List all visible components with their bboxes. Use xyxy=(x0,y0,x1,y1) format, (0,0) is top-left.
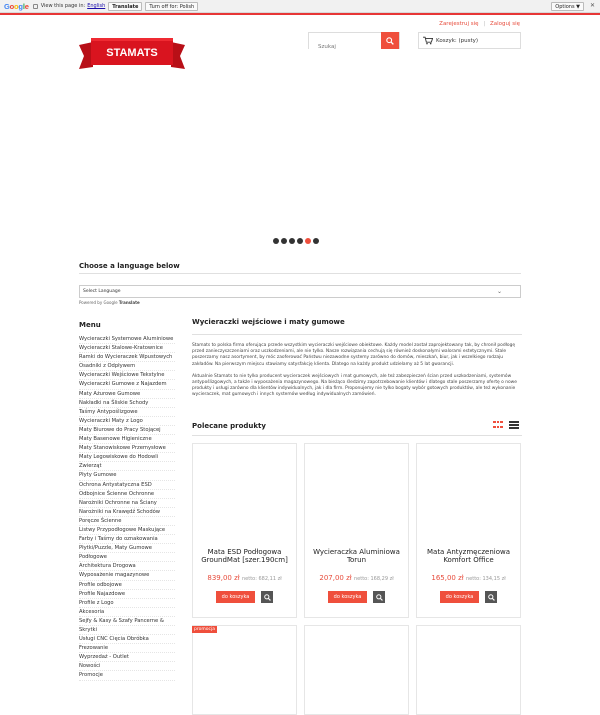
menu-item[interactable]: Akcesoria xyxy=(79,608,175,617)
menu-item[interactable]: Profile Najazdowe xyxy=(79,590,175,599)
menu-item[interactable]: Maty Biurowe do Pracy Stojącej xyxy=(79,426,175,435)
menu-item[interactable]: Nakładki na Śliskie Schody xyxy=(79,399,175,408)
logo-text: STAMATS xyxy=(106,47,158,59)
search-input[interactable] xyxy=(309,40,381,55)
zoom-button[interactable] xyxy=(485,591,497,603)
google-logo: Google xyxy=(4,1,29,11)
language-link[interactable]: English xyxy=(87,3,106,9)
menu-item[interactable]: Listwy Przypodłogowe Maskujące xyxy=(79,526,175,535)
menu-item[interactable]: Ramki do Wycieraczek Wpustowych xyxy=(79,353,175,362)
add-to-cart-button[interactable]: do koszyka xyxy=(328,591,368,603)
divider xyxy=(79,273,521,274)
menu-item[interactable]: Profile z Logo xyxy=(79,599,175,608)
magnifier-icon xyxy=(264,594,271,601)
menu-item[interactable]: Wycieraczki Stalowe-Kratownice xyxy=(79,344,175,353)
menu-title: Menu xyxy=(79,321,101,329)
product-price: 207,00 zł netto: 168,29 zł xyxy=(319,574,394,582)
menu-item[interactable]: Maty Ażurowe Gumowe xyxy=(79,390,175,399)
menu-item[interactable]: Promocje xyxy=(79,671,175,680)
menu-item[interactable]: Osadniki z Odpływem xyxy=(79,362,175,371)
product-price: 165,00 zł netto: 134,15 zł xyxy=(431,574,506,582)
menu-item[interactable]: Nowości xyxy=(79,662,175,671)
product-name[interactable]: Wycieraczka Aluminiowa Torun xyxy=(313,548,400,564)
add-to-cart-button[interactable]: do koszyka xyxy=(216,591,256,603)
magnifier-icon xyxy=(376,594,383,601)
menu-item[interactable]: Wyprzedaż - Outlet xyxy=(79,653,175,662)
page-icon xyxy=(33,4,38,9)
page-title: Wycieraczki wejściowe i maty gumowe xyxy=(192,318,345,326)
menu-item[interactable]: Frezowanie xyxy=(79,644,175,653)
slider-dot[interactable] xyxy=(273,238,279,244)
menu-item[interactable]: Sejfy & Kasy & Szafy Pancerne & xyxy=(79,617,175,626)
language-widget-title: Choose a language below xyxy=(79,262,180,270)
menu-item[interactable]: Zwierząt xyxy=(79,462,175,471)
slider-dot[interactable] xyxy=(281,238,287,244)
slider-dot[interactable] xyxy=(313,238,319,244)
product-name[interactable]: Mata ESD Podłogowa GroundMat [szer.190cm] xyxy=(201,548,288,564)
slider-dot[interactable] xyxy=(297,238,303,244)
language-select-label: Select Language xyxy=(83,289,121,294)
google-translate-bar xyxy=(0,0,600,13)
menu-item[interactable]: Płytki/Puzzle, Maty Gumowe xyxy=(79,544,175,553)
search-icon xyxy=(386,37,394,45)
link-separator: | xyxy=(483,21,486,27)
menu-item[interactable]: Farby i Taśmy do oznakowania xyxy=(79,535,175,544)
product-card[interactable] xyxy=(192,625,297,715)
menu-item[interactable]: Wycieraczki Wejściowe Tekstylne xyxy=(79,371,175,380)
product-card[interactable] xyxy=(416,443,521,618)
search-box xyxy=(308,32,400,49)
close-icon[interactable]: ✕ xyxy=(589,2,595,9)
account-links xyxy=(436,21,520,27)
menu-item[interactable]: Wyposażenie magazynowe xyxy=(79,571,175,580)
cart-icon xyxy=(423,36,433,45)
turn-off-button[interactable]: Turn off for: Polish xyxy=(145,2,198,11)
menu-item[interactable]: Podłogowe xyxy=(79,553,175,562)
menu-item[interactable]: Odbojnice Ścienne Ochronne xyxy=(79,490,175,499)
menu-item[interactable]: Profile odbojowe xyxy=(79,581,175,590)
slider-dots xyxy=(273,238,321,244)
add-to-cart-button[interactable]: do koszyka xyxy=(440,591,480,603)
menu-item[interactable]: Usługi CNC Cięcia Obróbka xyxy=(79,635,175,644)
menu-item[interactable]: Maty Basenowe Higieniczne xyxy=(79,435,175,444)
slider-dot-active[interactable] xyxy=(305,238,311,244)
list-view-icon[interactable] xyxy=(509,421,519,430)
product-price: 839,00 zł netto: 682,11 zł xyxy=(207,574,282,582)
menu-item[interactable]: Płyty Gumowe xyxy=(79,471,175,480)
grid-view-icon[interactable] xyxy=(493,421,503,430)
product-card[interactable] xyxy=(304,625,409,715)
chevron-down-icon: ⌄ xyxy=(496,288,502,295)
powered-by-google: Powered by Google Translate xyxy=(79,300,140,305)
intro-paragraph-1: Stamats to polska firma oferująca przede wszystkim wycieraczki wejściowe obiektowe. Każdy model został zaprojektowany tak, by chronił podłogę przed zanieczyszczeniami oraz uszkodzeniami, ale nie tylko. Nasze rozwiązania cechują się również doskonałymi walorami estetycznymi. Stale poszerzamy nasz asortyment, by móc zaoferować Państwu niezawodne systemy zarówno do domów, mieszkań, biur, jak i wszelkiego rodzaju zakładów. Na pierwszym miejscu stawiamy satysfakcję klienta. Dlatego na każdy produkt udzielamy aż 5 lat gwarancji. xyxy=(192,343,516,367)
view-page-text: View this page in: xyxy=(40,3,86,9)
menu-item[interactable]: Narożniki Ochronne na Ściany xyxy=(79,499,175,508)
product-card[interactable] xyxy=(416,625,521,715)
register-link[interactable]: Zarejestruj się xyxy=(439,21,479,27)
menu-item[interactable]: Narożniki na Krawędź Schodów xyxy=(79,508,175,517)
product-card[interactable] xyxy=(304,443,409,618)
divider xyxy=(192,435,522,436)
top-accent-line xyxy=(0,13,600,15)
divider xyxy=(192,334,522,335)
slider-dot[interactable] xyxy=(289,238,295,244)
translate-button[interactable]: Translate xyxy=(108,2,142,11)
menu-item[interactable]: Architektura Drogowa xyxy=(79,562,175,571)
menu-item[interactable]: Poręcze Ścienne xyxy=(79,517,175,526)
magnifier-icon xyxy=(488,594,495,601)
zoom-button[interactable] xyxy=(373,591,385,603)
options-button[interactable]: Options ▼ xyxy=(551,2,584,11)
featured-products-heading: Polecane produkty xyxy=(192,422,266,430)
language-select[interactable] xyxy=(79,285,521,298)
product-card[interactable] xyxy=(192,443,297,618)
intro-paragraph-2: Aktualnie Stamats to nie tylko producent wycieraczek wejściowych i mat gumowych, ale też zabezpieczeń ścian przed uszkodzeniami, systemów antypoślizgowych, a także i wyposażenia magazynowego. Na bieżąco śledzimy zapotrzebowanie klientów i dlatego stale poszerzamy ofertę o nowe produkty i usługi zarówno dla klientów indywidualnych, jak i dla firm. Proponujemy nie tylko bogaty wybór gotowych produktów, ale też wykonanie wycieraczek, mat gumowych i innych systemów według indywidualnych zamówień. xyxy=(192,373,517,398)
menu-item[interactable]: Ochrona Antystatyczna ESD xyxy=(79,481,175,490)
cart-button[interactable] xyxy=(418,32,521,49)
zoom-button[interactable] xyxy=(261,591,273,603)
product-name[interactable]: Mata Antyzmęczeniowa Komfort Office xyxy=(426,548,510,564)
menu-item[interactable]: Maty Stanowiskowe Przemysłowe xyxy=(79,444,175,453)
cart-label: Koszyk: (pusty) xyxy=(436,37,479,44)
category-menu xyxy=(79,335,175,681)
stamats-logo[interactable] xyxy=(79,38,185,71)
menu-item[interactable]: Wycieraczki Maty z Logo xyxy=(79,417,175,426)
main-content xyxy=(192,318,522,399)
menu-item[interactable]: Wycieraczki Systemowe Aluminiowe xyxy=(79,335,175,344)
promo-badge: promocja xyxy=(194,627,215,632)
menu-item[interactable]: Maty Legowiskowe do Hodowli xyxy=(79,453,175,462)
search-button[interactable] xyxy=(381,32,399,49)
menu-item[interactable]: Skrytki xyxy=(79,626,175,635)
login-link[interactable]: Zaloguj się xyxy=(489,21,520,27)
menu-item[interactable]: Taśmy Antypoślizgowe xyxy=(79,408,175,417)
menu-item[interactable]: Wycieraczki Gumowe z Najazdem xyxy=(79,380,175,389)
